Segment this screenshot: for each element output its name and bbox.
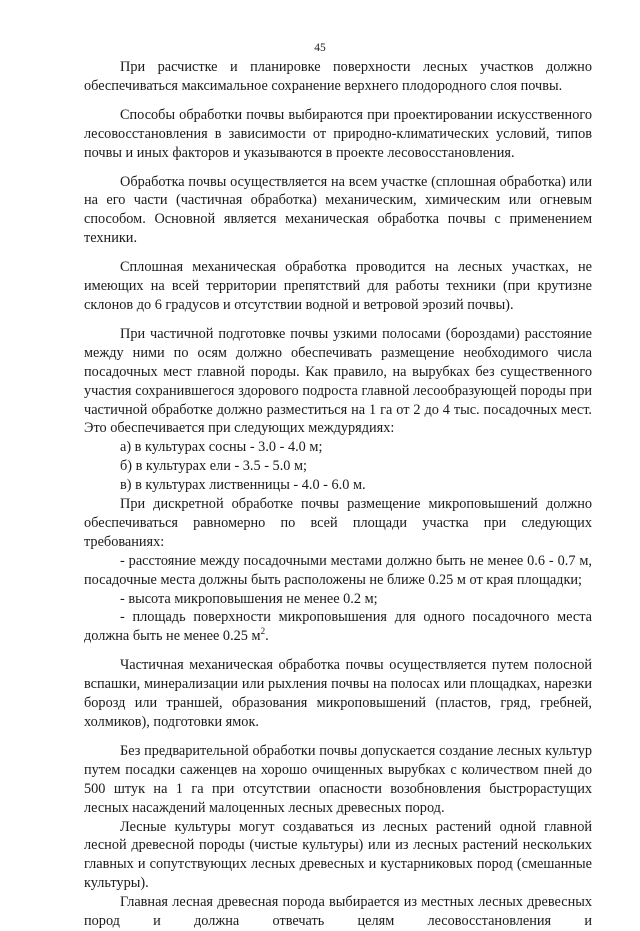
paragraph: Лесные культуры могут создаваться из лесных растений одной главной лесной древесной породы (чистые культуры) или из лесных растений нескольких главных и сопутствующих лесных древесных и кустарниковых пород (смешанные культуры). [84,818,592,892]
list-item: - высота микроповышения не менее 0.2 м; [120,590,378,607]
paragraph: Главная лесная древесная порода выбирается из местных лесных древесных пород и должна отвечать целям лесовосстановления и [84,894,592,930]
paragraph: При частичной подготовке почвы узкими полосами (бороздами) расстояние между ними по осям должно обеспечивать размещение необходимого числа посадочных мест главной породы. Как правило, на вырубках без существенного участия сохранившегося здорового подроста главной лесообразующей породы при частичной обработке должно разместиться на 1 га от 2 до 4 тыс. посадочных мест. Это обеспечивается при следующих междурядиях: [84,325,592,437]
document-body [84,58,592,931]
list-item: - расстояние между посадочными местами должно быть не менее 0.6 - 0.7 м, посадочные места должны быть расположены не ближе 0.25 м от края площадки; [84,552,592,588]
paragraph: Сплошная механическая обработка проводится на лесных участках, не имеющих на всей территории препятствий для работы техники (при крутизне склонов до 6 градусов и отсутствии водной и ветровой эрозий почвы). [84,259,592,313]
list-item-text: - площадь поверхности микроповышения для одного посадочного места должна быть не менее 0.25 м [84,609,592,645]
paragraph: Частичная механическая обработка почвы осуществляется путем полосной вспашки, минерализации или рыхления почвы на полосах или площадках, нарезки борозд или траншей, образования микроповышений (пластов, гряд, гребней, холмиков), подготовки ямок. [84,657,592,730]
paragraph: При дискретной обработке почвы размещение микроповышений должно обеспечиваться равномерно по всей площади участка при следующих требованиях: [84,496,592,550]
paragraph: Без предварительной обработки почвы допускается создание лесных культур путем посадки саженцев на хорошо очищенных вырубках с количеством пней до 500 штук на 1 га при отсутствии опасности возобновления быстрорастущих лесных насаждений малоценных лесных древесных пород. [84,742,592,816]
list-item [84,608,592,646]
paragraph: При расчистке и планировке поверхности лесных участков должно обеспечиваться максимальное сохранение верхнего плодородного слоя почвы. [84,59,592,94]
superscript: 2 [260,626,266,637]
list-item: в) в культурах лиственницы - 4.0 - 6.0 м. [120,477,366,494]
paragraph: Обработка почвы осуществляется на всем участке (сплошная обработка) или на его части (частичная обработка) механическим, химическим или огневым способом. Основной является механическая обработка почвы с применением техники. [84,173,592,247]
paragraph: Способы обработки почвы выбираются при проектировании искусственного лесовосстановления в зависимости от природно-климатических условий, типов почвы и иных факторов и указываются в проекте лесовосстановления. [84,106,592,161]
list-item: б) в культурах ели - 3.5 - 5.0 м; [120,458,308,475]
punctuation: . [265,628,269,645]
page-number: 45 [314,42,326,54]
list-item: а) в культурах сосны - 3.0 - 4.0 м; [120,439,323,456]
